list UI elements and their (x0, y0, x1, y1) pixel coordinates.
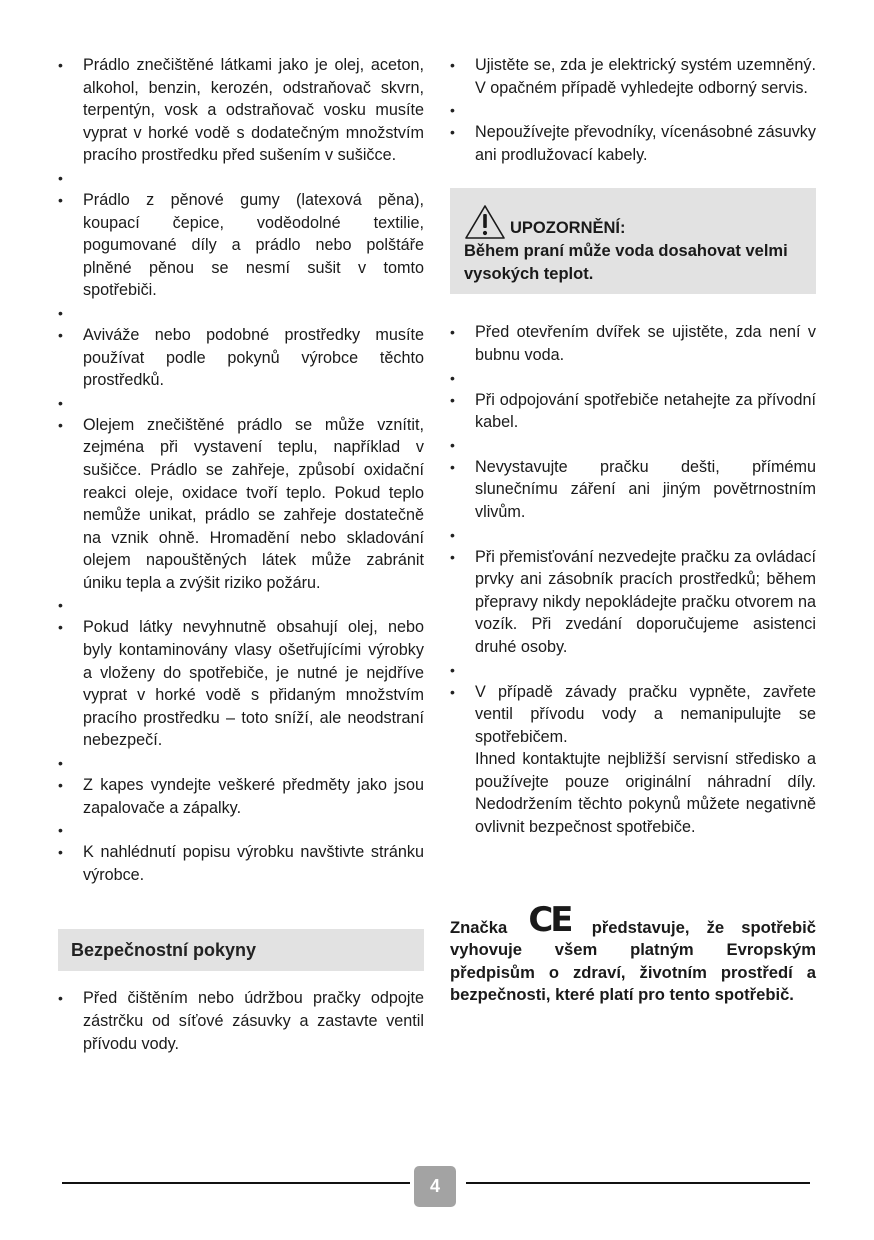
ce-mark-icon: CE (528, 899, 571, 940)
spacer (450, 434, 816, 456)
ce-note-suffix: představuje, že spotřebič vyhovuje všem platným Evropským předpisům o zdraví, životním prostředí a bezpečnosti, které platí pro tento spotřebič. (450, 917, 816, 1005)
spacer (450, 524, 816, 546)
list-item: • Při odpojování spotřebiče netahejte za přívodní kabel. (450, 389, 816, 434)
list-item: • Před otevřením dvířek se ujistěte, zda není v bubnu voda. (450, 321, 816, 366)
safety-bullet-list (58, 987, 424, 1055)
list-item: • Aviváže nebo podobné prostředky musíte používat podle pokynů výrobce těchto prostředků. (58, 324, 424, 392)
list-item: • Nevystavujte pračku dešti, přímému slunečnímu záření ani jiným povětrnostním vlivům. (450, 456, 816, 524)
spacer (58, 302, 424, 324)
list-item: • Pokud látky nevyhnutně obsahují olej, nebo byly kontaminovány vlasy ošetřujícími výrobky a vloženy do spotřebiče, je nutné je nejdříve vyprat v horké vodě s přidaným množstvím pracího prostředku – toto sníží, ale neodstraní nebezpečí. (58, 616, 424, 752)
list-item-text: V případě závady pračku vypněte, zavřete ventil přívodu vody a nemanipulujte se spotřebičem. (475, 682, 816, 746)
list-item: • Ujistěte se, zda je elektrický systém uzemněný. V opačném případě vyhledejte odborný servis. (450, 54, 816, 99)
footer-divider-right (466, 1182, 810, 1184)
page-number-badge: 4 (414, 1166, 456, 1207)
right-bullet-list-top (450, 54, 816, 166)
ce-note (450, 899, 816, 1007)
warning-triangle-icon (464, 204, 506, 240)
list-item: • Nepoužívejte převodníky, vícenásobné zásuvky ani prodlužovací kabely. (450, 121, 816, 166)
ce-note-prefix: Značka (450, 917, 508, 937)
spacer (58, 819, 424, 841)
right-column (450, 54, 816, 1007)
list-item: • Při přemisťování nezvedejte pračku za ovládací prvky ani zásobník pracích prostředků; během přepravy nikdy nepokládejte pračku otvorem na vozík. Při zvedání doporučujeme asistenci druhé osoby. (450, 546, 816, 659)
list-item-extra: Ihned kontaktujte nejbližší servisní středisko a používejte pouze originální náhradní díly. Nedodržením těchto pokynů můžete negativně ovlivnit bezpečnost spotřebiče. (475, 750, 816, 837)
list-item: • Prádlo znečištěné látkami jako je olej, aceton, alkohol, benzin, kerozén, odstraňovač skvrn, terpentýn, vosk a odstraňovač vosku musíte vyprat v horké vodě s dodatečným množstvím pracího prostředku před sušením v sušičce. (58, 54, 424, 167)
footer-divider-left (62, 1182, 410, 1184)
spacer (58, 392, 424, 414)
spacer (450, 99, 816, 121)
list-item: • Olejem znečištěné prádlo se může vznítit, zejména při vystavení teplu, například v sušičce. Prádlo se zahřeje, způsobí oxidační reakci oleje, oxidace tvoří teplo. Pokud teplo nemůže unikat, prádlo se zahřeje dostatečně na vznik ohně. Hromadění nebo skladování olejem napouštěných látek může zabránit úniku tepla a zvýšit riziko požáru. (58, 414, 424, 595)
spacer (58, 167, 424, 189)
right-bullet-list-bottom (450, 321, 816, 838)
section-heading-safety: Bezpečnostní pokyny (58, 929, 424, 971)
list-item (450, 681, 816, 839)
left-column (58, 54, 424, 1055)
spacer (58, 752, 424, 774)
warning-header (464, 200, 804, 240)
list-item: • Před čištěním nebo údržbou pračky odpojte zástrčku od síťové zásuvky a zastavte ventil přívodu vody. (58, 987, 424, 1055)
spacer (58, 594, 424, 616)
left-bullet-list (58, 54, 424, 886)
warning-text: Během praní může voda dosahovat velmi vysokých teplot. (464, 242, 788, 284)
warning-box (450, 188, 816, 294)
list-item: • Z kapes vyndejte veškeré předměty jako jsou zapalovače a zápalky. (58, 774, 424, 819)
warning-title: UPOZORNĚNÍ: (510, 219, 626, 238)
spacer (450, 659, 816, 681)
list-item: • Prádlo z pěnové gumy (latexová pěna), koupací čepice, voděodolné textilie, pogumované díly a prádlo nebo polštáře plněné pěnou se nesmí sušit v tomto spotřebiči. (58, 189, 424, 302)
spacer (450, 367, 816, 389)
list-item: • K nahlédnutí popisu výrobku navštivte stránku výrobce. (58, 841, 424, 886)
